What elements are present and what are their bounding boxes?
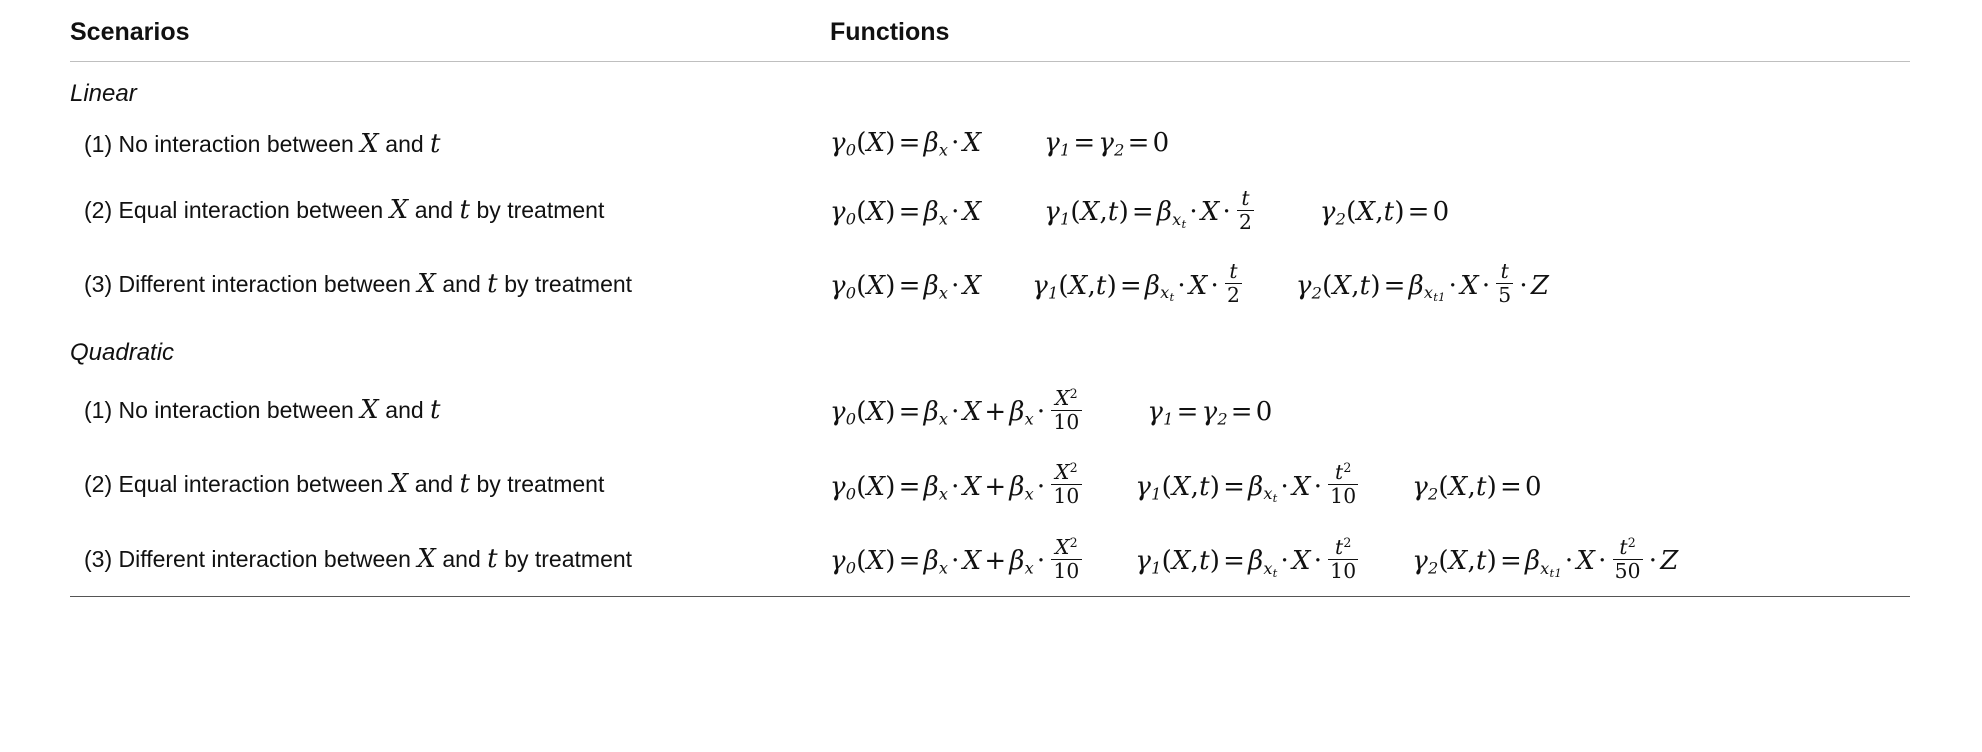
variable-x: X bbox=[360, 128, 379, 159]
scenarios-table bbox=[70, 12, 1910, 597]
group-label: Linear bbox=[70, 80, 137, 107]
function-gamma2: $\gamma_2(X,t) = 0$ bbox=[1319, 197, 1450, 229]
variable-t: t bbox=[487, 268, 498, 299]
function-gamma0: $\gamma_0(X) = \beta_x \cdot X + \beta_x$ · $\frac{X^2}{10}$ bbox=[830, 534, 1080, 583]
function-gamma0: $\gamma_0(X) = \beta_x \cdot X + \beta_x$ · $\frac{X^2}{10}$ bbox=[830, 460, 1080, 509]
scenario-text-mid: and bbox=[385, 396, 424, 423]
scenario-text-mid: and bbox=[414, 197, 454, 224]
functions-cell bbox=[830, 373, 1910, 447]
functions-cell bbox=[830, 174, 1910, 248]
table-row bbox=[70, 114, 1910, 174]
variable-t: t bbox=[459, 195, 471, 226]
variable-t: t bbox=[459, 469, 471, 500]
scenario-text-prefix: Equal interaction between bbox=[118, 471, 384, 498]
function-gamma0: $\gamma_0(X) = \beta_x \cdot X + \beta_x$ · $\frac{X^2}{10}$ bbox=[830, 385, 1080, 434]
variable-t: t bbox=[430, 394, 441, 425]
scenario-text-mid: and bbox=[414, 471, 454, 498]
scenario-text-mid: and bbox=[385, 130, 424, 157]
scenario-cell bbox=[70, 174, 830, 248]
function-gamma1: $\gamma_1(X,t) = \beta_{x_t} \cdot X$ · $\frac{t}{2}$ bbox=[1032, 259, 1241, 308]
scenario-number: (2) bbox=[84, 197, 113, 224]
functions-cell bbox=[830, 114, 1910, 174]
scenario-text-prefix: No interaction between bbox=[118, 396, 354, 423]
functions-cell bbox=[830, 247, 1910, 321]
function-gamma0: $\gamma_0(X) = \beta_x \cdot X$ bbox=[830, 128, 982, 160]
scenario-text-prefix: Different interaction between bbox=[118, 545, 411, 572]
table-row bbox=[70, 522, 1910, 597]
scenario-text-prefix: No interaction between bbox=[118, 130, 354, 157]
scenario-number: (3) bbox=[84, 545, 113, 572]
function-gamma2: $\gamma_2(X,t) = \beta_{x_{t1}} \cdot X$ · $\frac{t}{5}$ · Z bbox=[1295, 259, 1550, 308]
table-row bbox=[70, 174, 1910, 248]
group-label: Quadratic bbox=[70, 338, 175, 366]
scenario-number: (3) bbox=[84, 270, 113, 297]
group-header-quadratic bbox=[70, 321, 1910, 373]
scenario-cell bbox=[70, 447, 830, 521]
scenario-text-mid: and bbox=[442, 545, 481, 572]
function-gamma0: $\gamma_0(X) = \beta_x \cdot X$ bbox=[830, 197, 982, 229]
function-gamma1: $\gamma_1(X,t) = \beta_{x_t} \cdot X$ · $\frac{t}{2}$ bbox=[1044, 185, 1253, 234]
scenario-number: (1) bbox=[84, 130, 113, 157]
scenario-text-suffix: by treatment bbox=[476, 197, 605, 224]
function-gamma1-gamma2-zero: $\gamma_1 = \gamma_2 = 0$ bbox=[1147, 397, 1273, 429]
scenario-cell bbox=[70, 114, 830, 174]
scenario-cell bbox=[70, 247, 830, 321]
table-row bbox=[70, 373, 1910, 447]
scenario-text-suffix: by treatment bbox=[504, 545, 633, 572]
column-header-functions: Functions bbox=[830, 12, 1910, 62]
variable-x: X bbox=[389, 469, 409, 500]
variable-x: X bbox=[417, 543, 436, 574]
scenario-text-prefix: Different interaction between bbox=[118, 270, 411, 297]
functions-cell bbox=[830, 522, 1910, 597]
function-gamma1-gamma2-zero: $\gamma_1 = \gamma_2 = 0$ bbox=[1044, 128, 1170, 160]
variable-t: t bbox=[430, 128, 441, 159]
group-header-linear bbox=[70, 62, 1910, 115]
scenario-cell bbox=[70, 373, 830, 447]
variable-x: X bbox=[360, 394, 379, 425]
variable-x: X bbox=[389, 195, 409, 226]
variable-x: X bbox=[417, 268, 436, 299]
table-row bbox=[70, 447, 1910, 521]
scenario-text-suffix: by treatment bbox=[504, 270, 633, 297]
functions-cell bbox=[830, 447, 1910, 521]
function-gamma0: $\gamma_0(X) = \beta_x \cdot X$ bbox=[830, 270, 982, 303]
scenario-cell bbox=[70, 522, 830, 597]
scenario-text-suffix: by treatment bbox=[476, 471, 605, 498]
column-header-scenarios: Scenarios bbox=[70, 12, 830, 62]
table-row bbox=[70, 247, 1910, 321]
scenario-number: (2) bbox=[84, 471, 113, 498]
function-gamma2: $\gamma_2(X,t) = \beta_{x_{t1}} \cdot X$ · $\frac{t^2}{50}$ · Z bbox=[1412, 534, 1679, 583]
scenario-text-mid: and bbox=[442, 270, 481, 297]
table-header-row bbox=[70, 12, 1910, 62]
function-gamma2: $\gamma_2(X,t) = 0$ bbox=[1412, 471, 1542, 504]
scenario-text-prefix: Equal interaction between bbox=[118, 197, 384, 224]
function-gamma1: $\gamma_1(X,t) = \beta_{x_t} \cdot X$ · $\frac{t^2}{10}$ bbox=[1135, 460, 1357, 509]
scenario-number: (1) bbox=[84, 396, 113, 423]
function-gamma1: $\gamma_1(X,t) = \beta_{x_t} \cdot X$ · $\frac{t^2}{10}$ bbox=[1135, 534, 1357, 583]
variable-t: t bbox=[487, 543, 498, 574]
